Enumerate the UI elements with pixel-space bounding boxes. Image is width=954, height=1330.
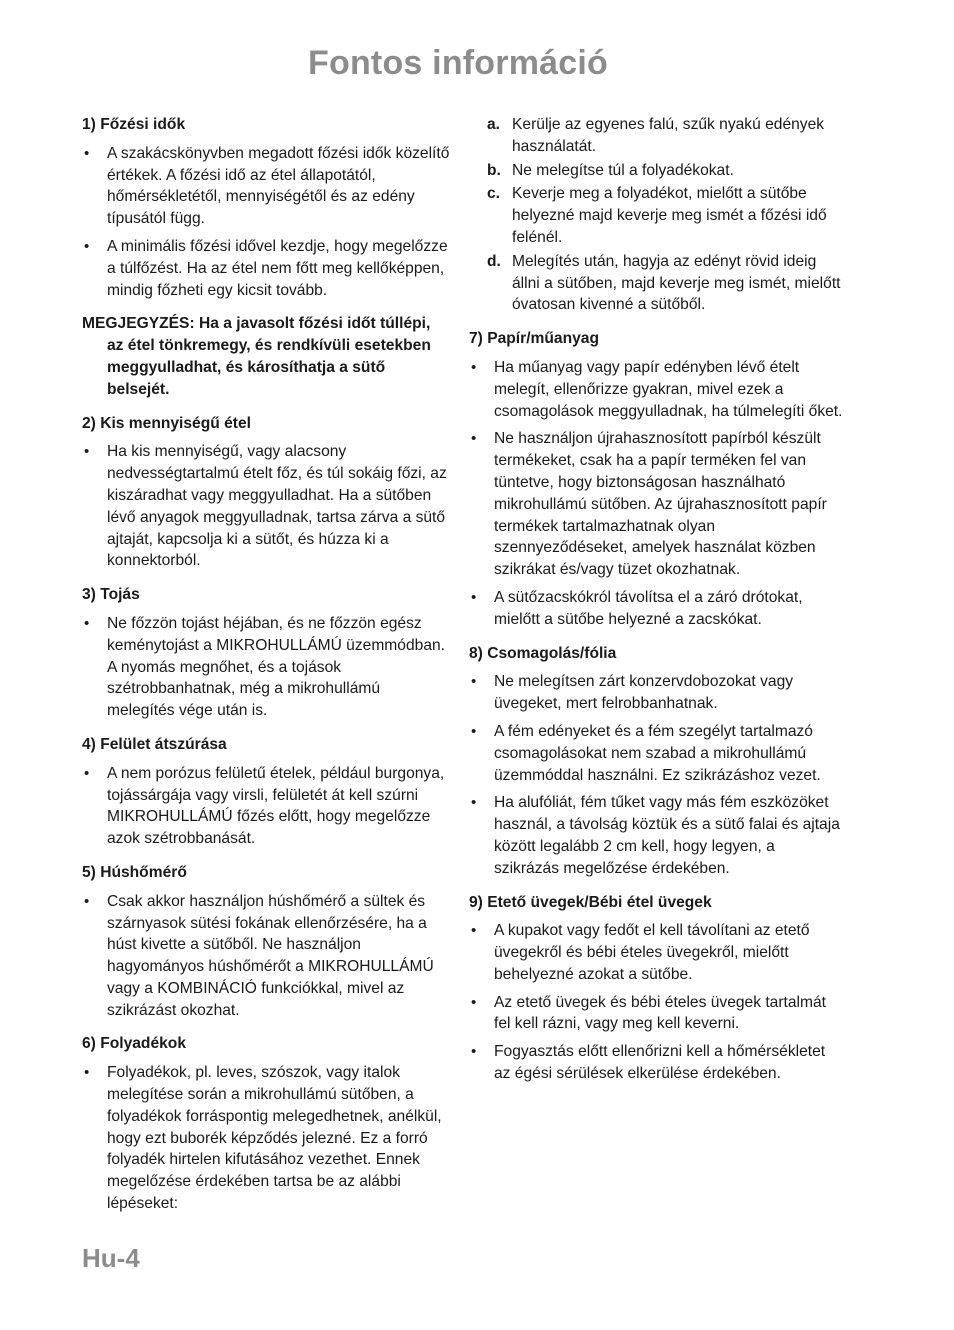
section-heading-paper-plastic: 7) Papír/műanyag: [469, 330, 599, 348]
step-marker: a.: [487, 116, 501, 133]
note-paragraph: MEGJEGYZÉS: Ha a javasolt főzési időt túllépi, az étel tönkremegy, és rendkívüli esetekben meggyulladhat, és károsíthatja a sütő belsejét.: [82, 315, 431, 398]
bullet-list: [82, 613, 450, 722]
bullet-item: • A sütőzacskókról távolítsa el a záró drótokat, mielőtt a sütőbe helyezné a zacskókat.: [469, 587, 843, 631]
bullet-item: • Folyadékok, pl. leves, szószok, vagy italok melegítése során a mikrohullámú sütőben, a folyadékok forráspontig melegedhetnek, anélkül, hogy ezt buborék képződés jelezné. Ez a forró folyadék hirtelen kifutásához vezethet. Ennek megelőzése érdekében tartsa be az alábbi lépéseket:: [82, 1062, 450, 1215]
bullet-item: • Ne főzzön tojást héjában, és ne főzzön egész keménytojást a MIKROHULLÁMÚ üzemmódban. A nyomás megnőhet, és a tojások szétrobbanhatnak, még a mikrohullámú melegítés vége után is.: [82, 613, 450, 722]
section-heading-piercing: 4) Felület átszúrása: [82, 735, 227, 753]
bullet-list: [469, 920, 843, 1085]
step-text: Keverje meg a folyadékot, mielőtt a sütőbe helyezné majd keverje meg ismét a főzési idő felénél.: [512, 185, 827, 246]
step-text: Ne melegítse túl a folyadékokat.: [512, 161, 734, 179]
bullet-item: • Csak akkor használjon húshőmérő a sültek és szárnyasok sütési fokának ellenőrzésére, ha a húst kivette a sütőből. Ne használjon hagyományos húshőmérőt a MIKROHULLÁMÚ vagy a KOMBINÁCIÓ funkciókkal, mivel az szikrázást okozhat.: [82, 891, 450, 1022]
bullet-item: • A fém edényeket és a fém szegélyt tartalmazó csomagolásokat nem szabad a mikrohullámú üzemmóddal használni. Ez szikrázáshoz vezet.: [469, 721, 843, 786]
section-heading-baby-bottles: 9) Etető üvegek/Bébi étel üvegek: [469, 893, 712, 911]
bullet-item: • Fogyasztás előtt ellenőrizni kell a hőmérsékletet az égési sérülések elkerülése érdekében.: [469, 1041, 843, 1085]
bullet-item: • Ha kis mennyiségű, vagy alacsony nedvességtartalmú ételt főz, és túl sokáig főzi, az kiszáradhat vagy meggyulladhat. Ha a sütőben lévő anyagok meggyulladnak, tartsa zárva a sütő ajtaját, kapcsolja ki a sütőt, és húzza ki a konnektorból.: [82, 441, 450, 572]
bullet-list: [469, 357, 843, 631]
bullet-item: • A nem porózus felületű ételek, például burgonya, tojássárgája vagy virsli, felületét át kell szúrni MIKROHULLÁMÚ főzés előtt, hogy megelőzze azok szétrobbanását.: [82, 763, 450, 850]
bullet-list: [469, 671, 843, 879]
bullet-item: • Ha műanyag vagy papír edényben lévő ételt melegít, ellenőrizze gyakran, mivel ezek a csomagolások meggyulladnak, ha túlmelegíti őket.: [469, 357, 843, 422]
page-title: Fontos információ: [308, 44, 608, 82]
bullet-item: • Ne használjon újrahasznosított papírból készült termékeket, csak ha a papír terméken fel van tüntetve, hogy biztonságosan használható mikrohullámú sütőben. Az újrahasznosított papír termékek tartalmazhatnak olyan szennyeződéseket, amelyek használat közben szikrákat és/vagy tüzet okozhatnak.: [469, 428, 843, 581]
section-heading-meat-thermometer: 5) Húshőmérő: [82, 863, 187, 881]
bullet-list: [82, 441, 450, 572]
bullet-item: • A minimális főzési idővel kezdje, hogy megelőzze a túlfőzést. Ha az étel nem főtt meg kellőképpen, mindig főzheti egy kicsit tovább.: [82, 236, 450, 301]
bullet-item: • Az etető üvegek és bébi ételes üvegek tartalmát fel kell rázni, vagy meg kell keverni.: [469, 992, 843, 1036]
step-item: [487, 183, 843, 248]
section-heading-packaging-foil: 8) Csomagolás/fólia: [469, 644, 617, 662]
bullet-item: • A kupakot vagy fedőt el kell távolítani az etető üvegekről és bébi ételes üvegekről, mielőtt behelyezné azokat a sütőbe.: [469, 920, 843, 985]
bullet-list: [82, 891, 450, 1022]
left-column: [82, 114, 450, 1227]
section-heading-small-quantity: 2) Kis mennyiségű étel: [82, 414, 251, 432]
step-marker: d.: [487, 252, 501, 270]
step-item: [487, 251, 843, 316]
bullet-list: [82, 143, 450, 302]
section-heading-liquids: 6) Folyadékok: [82, 1035, 186, 1053]
section-heading-cooking-times: 1) Főzési idők: [82, 116, 186, 133]
step-marker: b.: [487, 161, 501, 179]
bullet-list: [82, 763, 450, 850]
right-column: [469, 114, 843, 1097]
step-text: Melegítés után, hagyja az edényt rövid ideig állni a sütőben, majd keverje meg ismét, mielőtt óvatosan kivenné a sütőből.: [512, 252, 841, 314]
bullet-item: • Ne melegítsen zárt konzervdobozokat vagy üvegeket, mert felrobbanhatnak.: [469, 671, 843, 715]
step-marker: c.: [487, 185, 501, 203]
page-number: Hu-4: [82, 1243, 140, 1273]
bullet-item: • A szakácskönyvben megadott főzési idők közelítő értékek. A főzési idő az étel állapotától, hőmérsékletétől, mennyiségétől és az edény típusától függ.: [82, 143, 450, 230]
liquid-steps-list: [469, 114, 843, 316]
step-item: [487, 160, 843, 182]
section-heading-eggs: 3) Tojás: [82, 586, 140, 604]
bullet-list: [82, 1062, 450, 1215]
step-text: Kerülje az egyenes falú, szűk nyakú edények használatát.: [512, 116, 825, 155]
step-item: [487, 114, 843, 158]
bullet-item: • Ha alufóliát, fém tűket vagy más fém eszközöket használ, a távolság köztük és a sütő falai és ajtaja között legalább 2 cm kell, hogy legyen, a szikrázás megelőzése érdekében.: [469, 792, 843, 879]
